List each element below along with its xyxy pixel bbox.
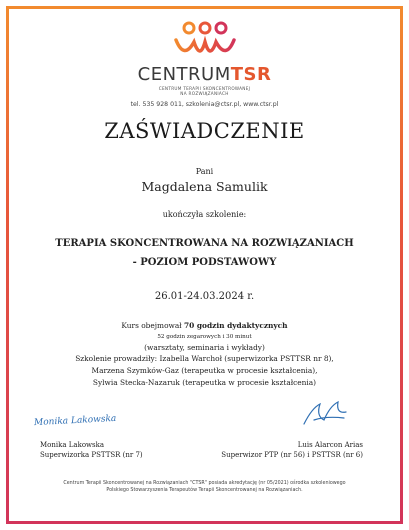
right-signatory-role: Superwizor PTP (nr 56) i PSTTSR (nr 6) [221,451,363,459]
brand-part1: CENTRUM [137,64,231,85]
accreditation-footer [0,480,409,494]
brand-subtitle-1: CENTRUM TERAPII SKONCENTROWANEJ [158,86,251,91]
left-signature: Monika Lakowska [33,413,117,429]
ctsr-logo-icon [172,20,238,62]
right-signatory-name: Luis Alarcon Arias [297,441,363,449]
brand-wordmark [0,64,409,85]
format-line: (warsztaty, seminaria i wykłady) [144,343,265,352]
brand-part2: TSR [230,64,272,85]
right-signatory [221,440,363,460]
hours-line [0,320,409,331]
hours-breakdown: 52 godzin zegarowych i 30 minut [157,334,252,340]
right-signature-icon [300,398,350,428]
left-signatory [40,440,143,460]
led-by-line2: Marzena Szymków-Gaz (terapeutka w procesie kształcenia), [91,366,318,375]
led-by-line3: Sylwia Stecka-Nazaruk (terapeutka w procesie kształcenia) [92,378,317,387]
contact-info: tel. 535 928 011, szkolenia@ctsr.pl, www.ctsr.pl [130,101,279,108]
course-title-line1: TERAPIA SKONCENTROWANA NA ROZWIĄZANIACH [55,238,354,249]
footer-line2: Polskiego Stowarzyszenia Terapeutów Terapii Skoncentrowanej na Rozwiązaniach. [106,488,303,493]
hours-bold: 70 godzin dydaktycznych [184,321,288,330]
certificate-title: ZAŚWIADCZENIE [104,119,305,143]
footer-line1: Centrum Terapii Skoncentrowanej na Rozwiązaniach "CTSR" posiada akredytację (nr 05/2021) ośrodka szkoleniowego [63,481,346,486]
brand-subtitle-2: NA ROZWIĄZANIACH [180,91,229,96]
salutation: Pani [195,167,214,176]
left-signatory-name: Monika Lakowska [40,441,105,449]
hours-prefix: Kurs obejmował [121,321,184,330]
recipient-name: Magdalena Samulik [141,179,268,194]
left-signatory-role: Superwizorka PSTTSR (nr 7) [40,451,143,459]
course-dates: 26.01-24.03.2024 r. [154,291,255,302]
led-by-line1: Szkolenie prowadziły: Izabella Warchoł (superwizorka PSTTSR nr 8), [75,354,334,363]
completed-text: ukończyła szkolenie: [162,210,247,219]
course-title-line2: - POZIOM PODSTAWOWY [132,257,277,268]
